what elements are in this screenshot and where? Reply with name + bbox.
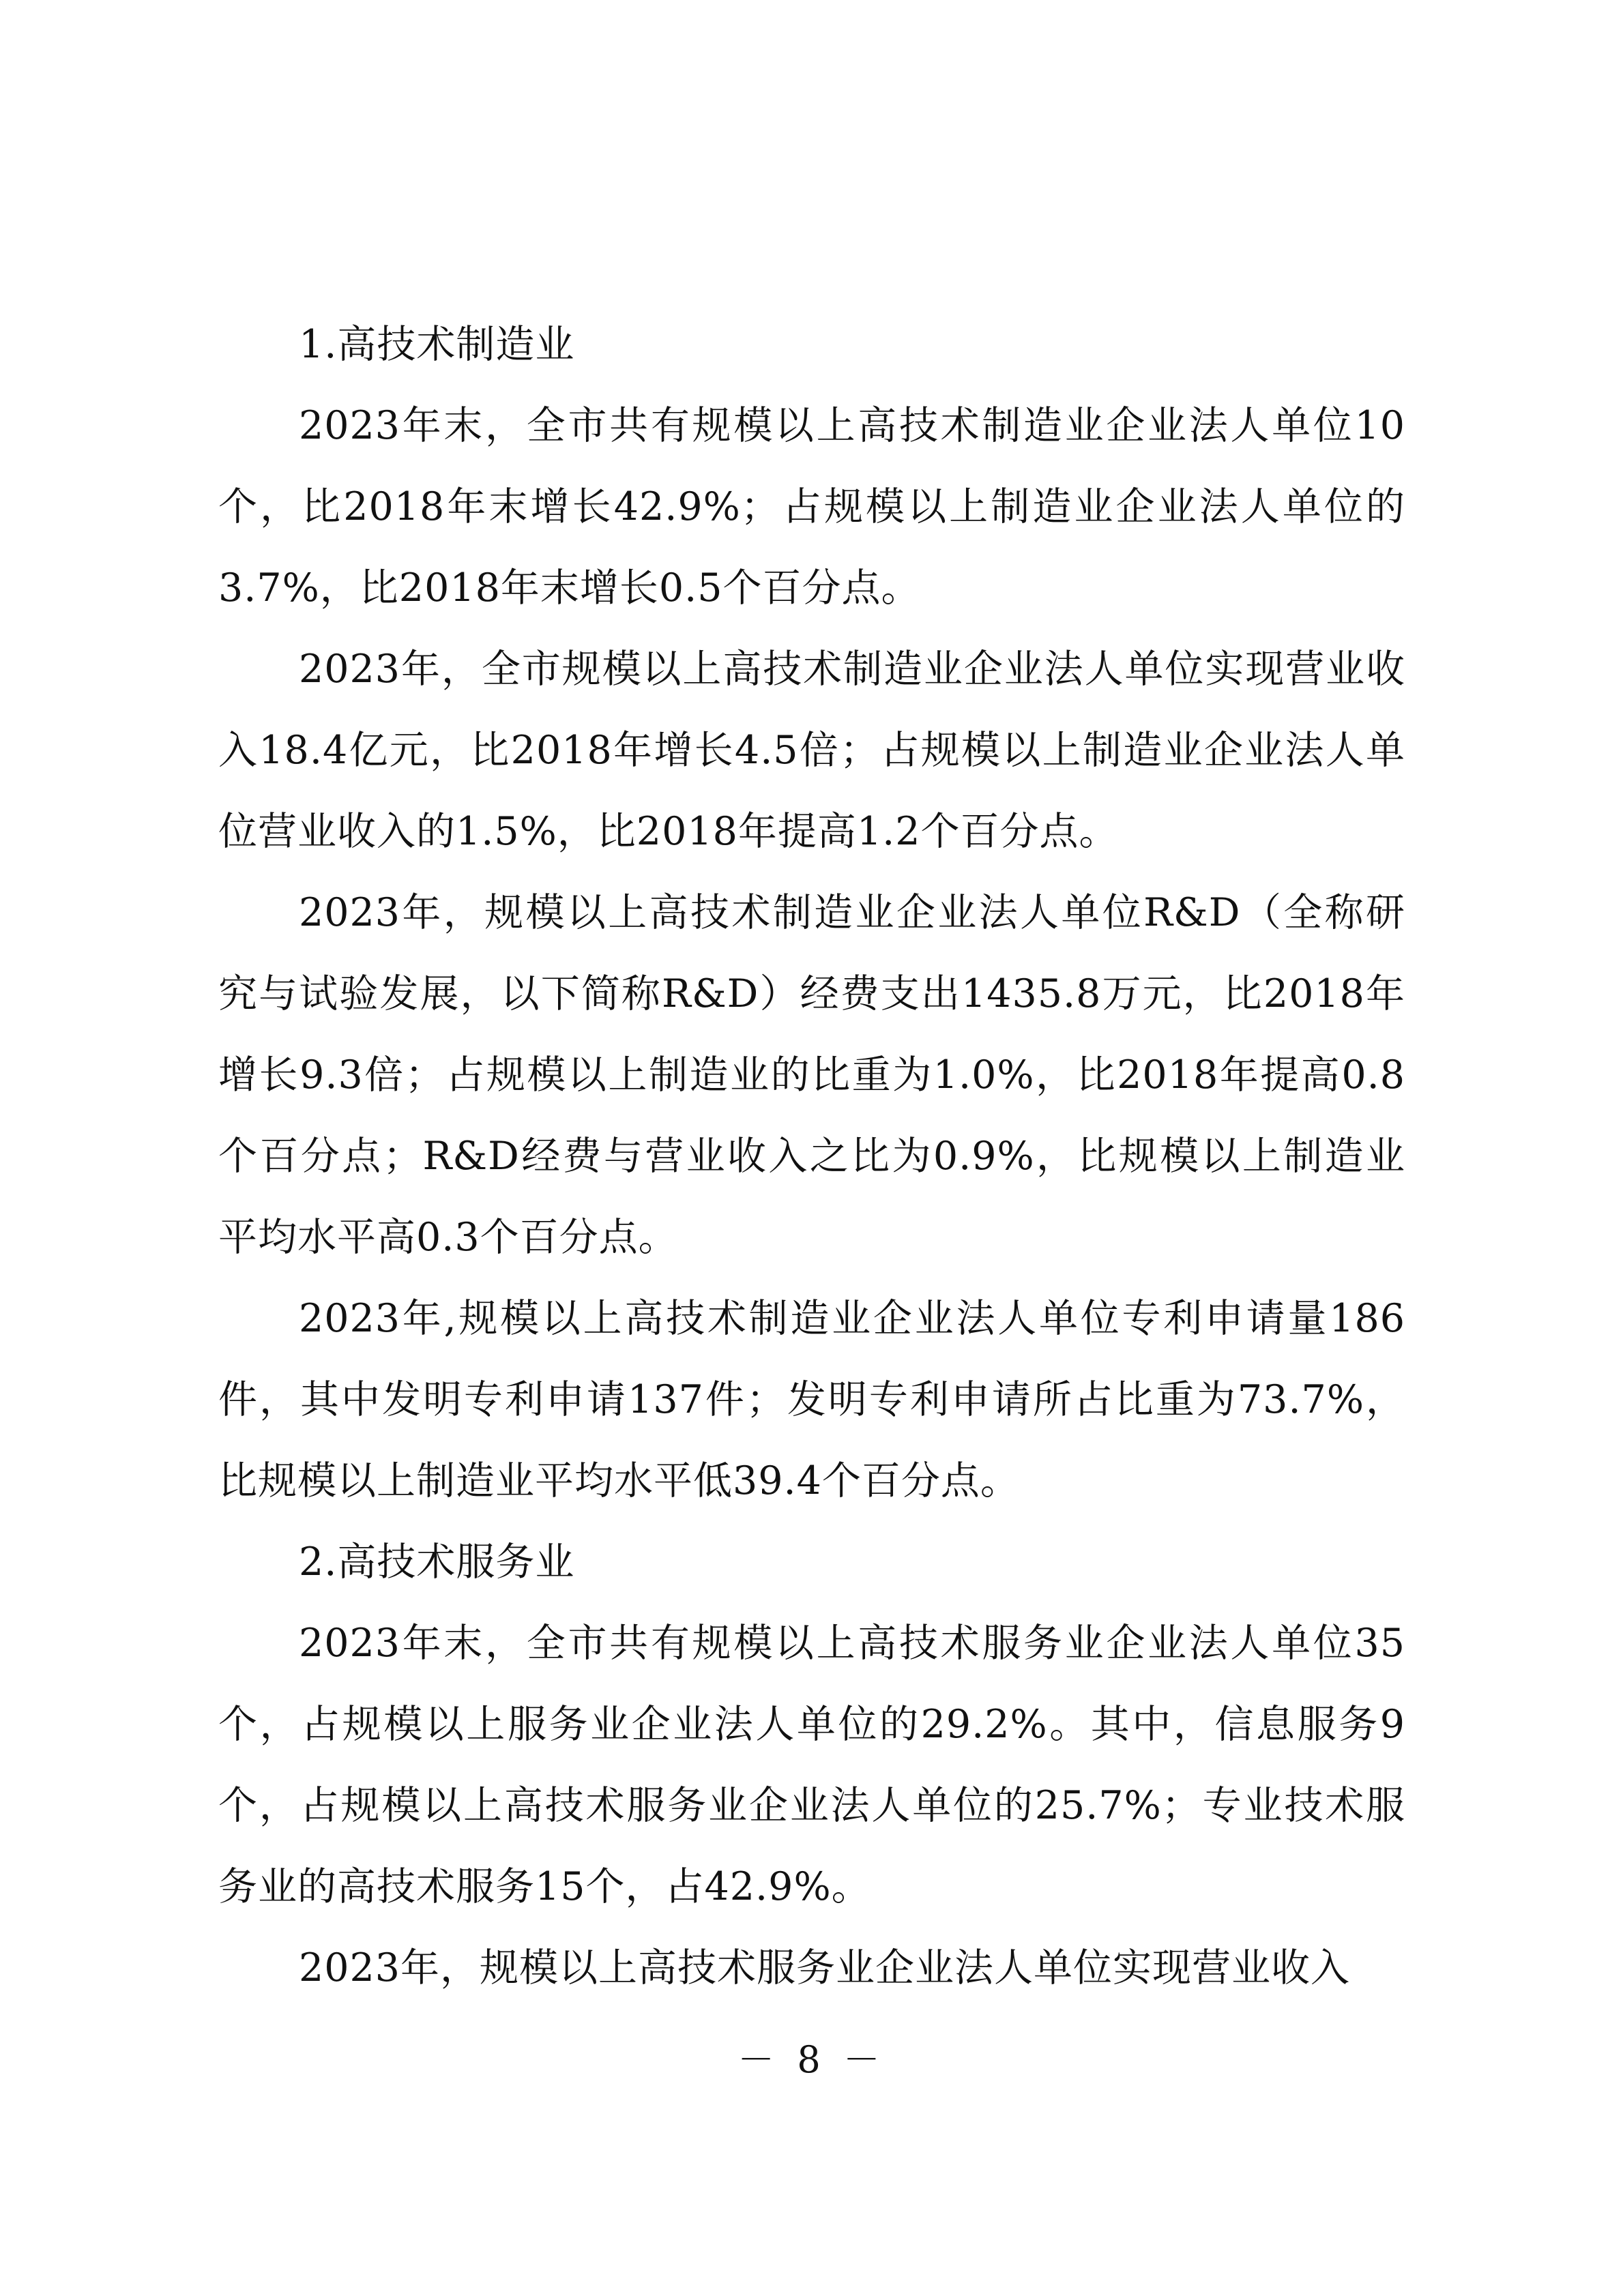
section-heading-high-tech-services: 2.高技术服务业 bbox=[299, 1540, 575, 1585]
paragraph-services-enterprise-count: 2023年末，全市共有规模以上高技术服务业企业法人单位35个，占规模以上服务业企业法人单位的29.2%。其中，信息服务9个，占规模以上高技术服务业企业法人单位的25.7%；专业技术服务业的高技术服务15个，占42.9%。 bbox=[218, 1621, 1405, 1909]
paragraph-services-revenue: 2023年，规模以上高技术服务业企业法人单位实现营业收入 bbox=[299, 1945, 1351, 1990]
paragraph-operating-revenue: 2023年，全市规模以上高技术制造业企业法人单位实现营业收入18.4亿元，比2018年增长4.5倍；占规模以上制造业企业法人单位营业收入的1.5%，比2018年提高1.2个百分点。 bbox=[218, 647, 1405, 854]
page-number: － 8 － bbox=[737, 2038, 886, 2081]
section-heading-high-tech-manufacturing: 1.高技术制造业 bbox=[299, 322, 575, 367]
paragraph-enterprise-count: 2023年末，全市共有规模以上高技术制造业企业法人单位10个，比2018年末增长42.9%；占规模以上制造业企业法人单位的3.7%，比2018年末增长0.5个百分点。 bbox=[218, 403, 1405, 610]
paragraph-rd-expenditure: 2023年，规模以上高技术制造业企业法人单位R&D（全称研究与试验发展，以下简称R&D）经费支出1435.8万元，比2018年增长9.3倍；占规模以上制造业的比重为1.0%，比2018年提高0.8个百分点；R&D经费与营业收入之比为0.9%，比规模以上制造业平均水平高0.3个百分点。 bbox=[218, 890, 1405, 1260]
paragraph-patent-applications: 2023年,规模以上高技术制造业企业法人单位专利申请量186件，其中发明专利申请137件；发明专利申请所占比重为73.7%，比规模以上制造业平均水平低39.4个百分点。 bbox=[218, 1296, 1405, 1503]
document-body bbox=[218, 304, 1405, 2009]
